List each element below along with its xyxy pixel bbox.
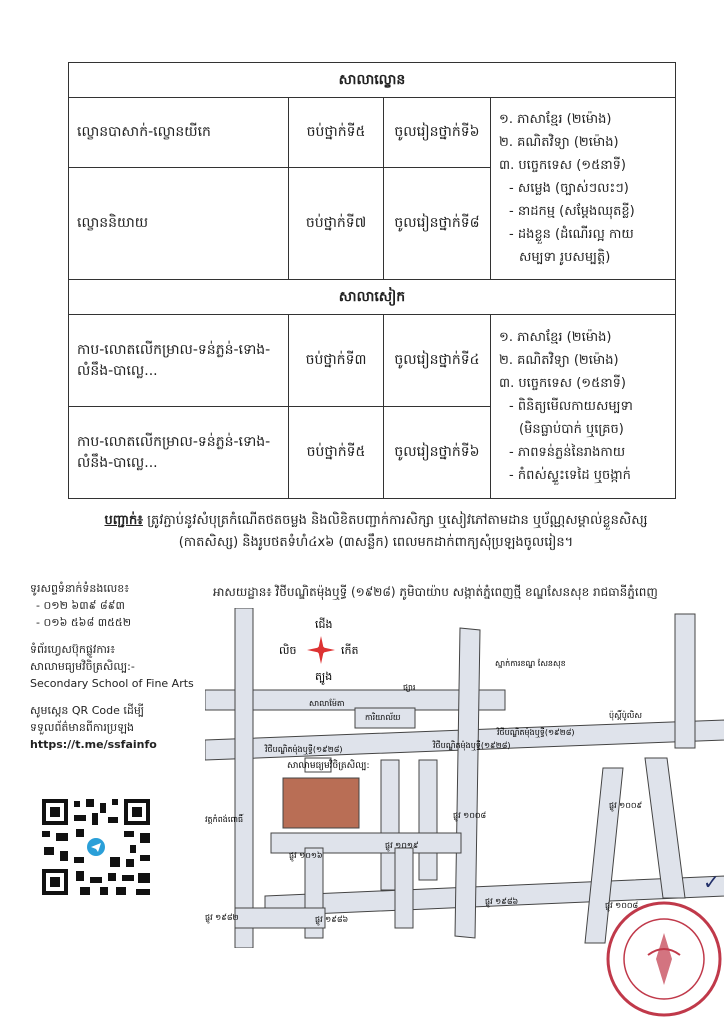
enter-grade: ចូលរៀនថ្នាក់ទី៤ bbox=[383, 315, 490, 407]
landmark-label: វត្តកំពង់ពោធិ៍ bbox=[205, 815, 244, 824]
exam-line: ២. គណិតវិទ្យា (២ម៉ោង) bbox=[499, 353, 619, 368]
school-label: សាលាមធ្យមវិចិត្រសិល្ប: bbox=[287, 761, 370, 771]
exam-line: ១. ភាសាខ្មែរ (២ម៉ោង) bbox=[499, 330, 612, 345]
official-seal-icon bbox=[600, 895, 724, 1023]
building-label: សាលាម៉ែតា bbox=[309, 699, 345, 708]
compass-icon bbox=[279, 617, 358, 685]
road-label: ផ្លូវ ១៩៨២ bbox=[205, 913, 239, 922]
qr-instruction: ទទួលព័ត៌មានពីការប្រឡង bbox=[30, 721, 134, 734]
program-name-line: កាប-លោតលើកម្រាល-ទន់ភ្លន់-ទោង- bbox=[77, 341, 271, 358]
exam-line: ១. ភាសាខ្មែរ (២ម៉ោង) bbox=[499, 112, 612, 127]
exam-line: - កំពស់ស្ទួះទេដៃ ឬចង្កាក់ bbox=[509, 468, 631, 483]
requirements-line: ត្រូវភ្ជាប់នូវសំបុត្រកំណើតថតចម្លង និងលិខិតបញ្ជាក់ការសិក្សា ឬសៀវភៅតាមដាន ឬប័ណ្ណសម្គាល់ខ្លួនសិស្ស bbox=[147, 513, 648, 528]
landmark-label: ផ្សារ bbox=[403, 683, 416, 692]
contact-title: ទូរសព្ទទំនាក់ទំនងលេខ៖ bbox=[30, 582, 130, 595]
landmark-label: ប៉ុស្តិ៍ប៉ូលិស bbox=[609, 711, 643, 720]
road-label: វិថីបណ្ឌិតម៉ុងឬទ្ធី(១៩២៨) bbox=[433, 741, 511, 750]
building-label: ការិយាល័យ bbox=[365, 713, 401, 722]
school-address: អាសយដ្ឋាន៖ វិថីបណ្ឌិតម៉ុងឬទ្ធី (១៩២៨) ភូមិបាយ៉ាប សង្កាត់ភ្នំពេញថ្មី ខណ្ឌសែនសុខ រាជធានីភ្នំពេញ bbox=[213, 585, 658, 599]
exam-line: - ភាពទន់ភ្លន់នៃរាងកាយ bbox=[509, 445, 626, 460]
exam-line: - សម្លេង (ច្បាស់ៗលះៗ) bbox=[509, 181, 629, 196]
road-label: ផ្លូវ ១០១៦ bbox=[289, 851, 323, 860]
exam-line: ២. គណិតវិទ្យា (២ម៉ោង) bbox=[499, 135, 619, 150]
exam-table bbox=[68, 62, 676, 499]
road-label: ផ្លូវ ១០០៩ bbox=[609, 801, 643, 810]
exam-line: - ដងខ្លួន (ដំណើរល្អ កាយ bbox=[509, 227, 634, 242]
program-name-line: លំនឹង-បាល្លេ... bbox=[77, 454, 158, 471]
telegram-link[interactable]: https://t.me/ssfainfo bbox=[30, 738, 157, 751]
exam-subjects-drama bbox=[491, 98, 676, 280]
program-name-line: កាប-លោតលើកម្រាល-ទន់ភ្លន់-ទោង- bbox=[77, 433, 271, 450]
road-label: ផ្លូវ ១៩៨៦ bbox=[315, 915, 349, 924]
finish-grade: ចប់ថ្នាក់ទី៣ bbox=[289, 315, 384, 407]
facebook-title: ទំព័រហ្វេសប៊ុកផ្លូវការ៖ bbox=[30, 643, 116, 656]
finish-grade: ចប់ថ្នាក់ទី៥ bbox=[289, 407, 384, 499]
south-label: ត្បូង bbox=[315, 670, 333, 683]
signature-mark-icon: ✓ bbox=[703, 870, 720, 894]
road-label: ផ្លូវ ១០០៨ bbox=[605, 901, 639, 910]
road-label: វិថីបណ្ឌិតម៉ុងឬទ្ធី(១៩២៨) bbox=[497, 728, 575, 737]
north-label: ជើង bbox=[315, 618, 333, 631]
enter-grade: ចូលរៀនថ្នាក់ទី៨ bbox=[383, 168, 490, 280]
exam-line: ៣. បច្ចេកទេស (១៥នាទី) bbox=[499, 158, 627, 173]
program-name-line: លំនឹង-បាល្លេ... bbox=[77, 362, 158, 379]
road-label: វិថីបណ្ឌិតម៉ុងឬទ្ធី(១៩២៨) bbox=[265, 745, 343, 754]
road-label: ផ្លូវ ១៩៨៦ bbox=[485, 897, 519, 906]
qr-code[interactable] bbox=[40, 797, 152, 897]
road-label: ផ្លូវ ១០០៨ bbox=[453, 811, 487, 820]
requirements-label: បញ្ជាក់៖ bbox=[104, 513, 143, 528]
requirements-note bbox=[76, 510, 676, 554]
exam-line: - នាដកម្ម (សម្ដែងឈុតខ្លី) bbox=[509, 204, 635, 219]
section-title-circus: សាលាសៀក bbox=[69, 280, 676, 315]
exam-subjects-circus bbox=[491, 315, 676, 499]
requirements-line: (កាតសិស្ស) និងរូបថតទំហំ៤x៦ (៣សន្លឹក) ពេលមកដាក់ពាក្យសុំប្រឡងចូលរៀន។ bbox=[178, 535, 574, 550]
enter-grade: ចូលរៀនថ្នាក់ទី៦ bbox=[383, 98, 490, 168]
finish-grade: ចប់ថ្នាក់ទី៥ bbox=[289, 98, 384, 168]
enter-grade: ចូលរៀនថ្នាក់ទី៦ bbox=[383, 407, 490, 499]
facebook-name-en: Secondary School of Fine Arts bbox=[30, 677, 194, 690]
exam-line: ៣. បច្ចេកទេស (១៥នាទី) bbox=[499, 376, 627, 391]
facebook-name-kh: សាលាមធ្យមវិចិត្រសិល្ប:- bbox=[30, 660, 135, 673]
section-title-drama: សាលាល្ខោន bbox=[69, 63, 676, 98]
exam-line: (មិនធ្លាប់បាក់ ឬគ្រេច) bbox=[519, 422, 624, 437]
contact-panel bbox=[30, 580, 200, 753]
program-name bbox=[69, 315, 289, 407]
road-label: ផ្លូវ ១០១៩ bbox=[385, 841, 419, 850]
east-label: កើត bbox=[341, 644, 359, 657]
west-label: លិច bbox=[279, 644, 297, 657]
finish-grade: ចប់ថ្នាក់ទី៧ bbox=[289, 168, 384, 280]
phone-number: - ០១២ ៦៣៩ ៨៩៣ bbox=[36, 599, 125, 612]
landmark-label: ស្នាក់ការខណ្ឌ សែនសុខ bbox=[495, 659, 566, 668]
phone-number: - ០១៦ ៥៦៨ ៣៥៥២ bbox=[36, 616, 132, 629]
program-name: ល្ខោនបាសាក់-ល្ខោនយីកេ bbox=[69, 98, 289, 168]
program-name: ល្ខោននិយាយ bbox=[69, 168, 289, 280]
exam-line: - ពិនិត្យមើលកាយសម្បទា bbox=[509, 399, 633, 414]
exam-line: សម្បទា រូបសម្បត្តិ) bbox=[519, 250, 611, 265]
qr-instruction: សូមស្កេន QR Code ដើម្បី bbox=[30, 704, 145, 717]
program-name bbox=[69, 407, 289, 499]
